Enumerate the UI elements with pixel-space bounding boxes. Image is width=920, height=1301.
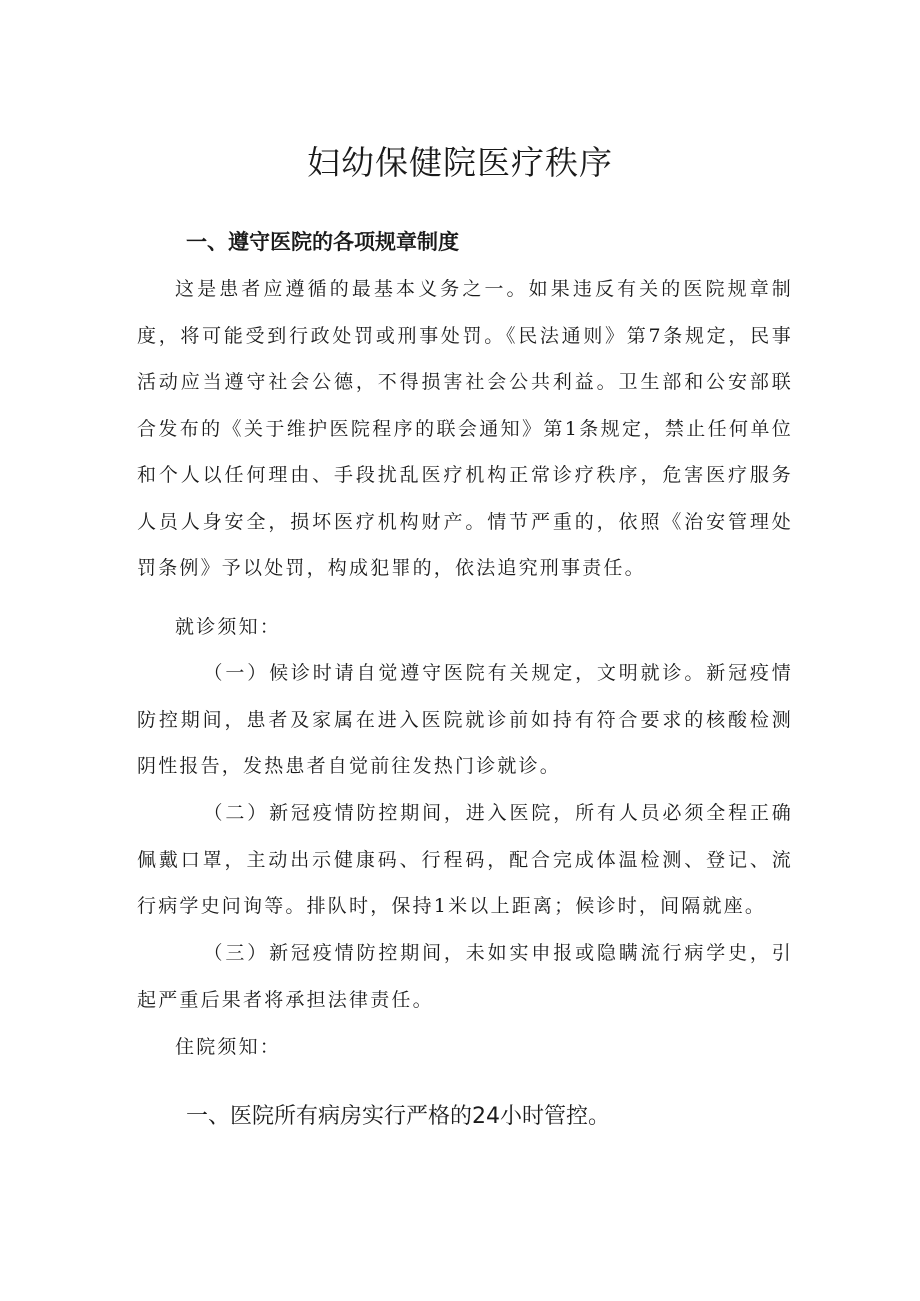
section-heading-rules: 一、遵守医院的各项规章制度 [186,230,459,254]
section-heading-ward-control: 一、医院所有病房实行严格的24小时管控。 [186,1104,610,1129]
document-title: 妇幼保健院医疗秩序 [307,143,613,182]
outpatient-notice-label: 就诊须知： [175,616,282,638]
outpatient-item-2: （二）新冠疫情防控期间，进入医院，所有人员必须全程正确佩戴口罩，主动出示健康码、行程码，配合完成体温检测、登记、流行病学史问询等。排队时，保持1米以上距离；候诊时，间隔就座。 [137,802,793,917]
outpatient-item-3: （三）新冠疫情防控期间，未如实申报或隐瞒流行病学史，引起严重后果者将承担法律责任。 [137,942,793,1011]
paragraph-obligations: 这是患者应遵循的最基本义务之一。如果违反有关的医院规章制度，将可能受到行政处罚或刑事处罚。《民法通则》第7条规定，民事活动应当遵守社会公德，不得损害社会公共利益。卫生部和公安部联合发布的《关于维护医院程序的联会通知》第1条规定，禁止任何单位和个人以任何理由、手段扰乱医疗机构正常诊疗秩序，危害医疗服务人员人身安全，损坏医疗机构财产。情节严重的，依照《治安管理处罚条例》予以处罚，构成犯罪的，依法追究刑事责任。 [137,278,793,579]
inpatient-notice-label: 住院须知： [175,1036,282,1058]
outpatient-item-1: （一）候诊时请自觉遵守医院有关规定，文明就诊。新冠疫情防控期间，患者及家属在进入医院就诊前如持有符合要求的核酸检测阴性报告，发热患者自觉前往发热门诊就诊。 [137,662,793,777]
